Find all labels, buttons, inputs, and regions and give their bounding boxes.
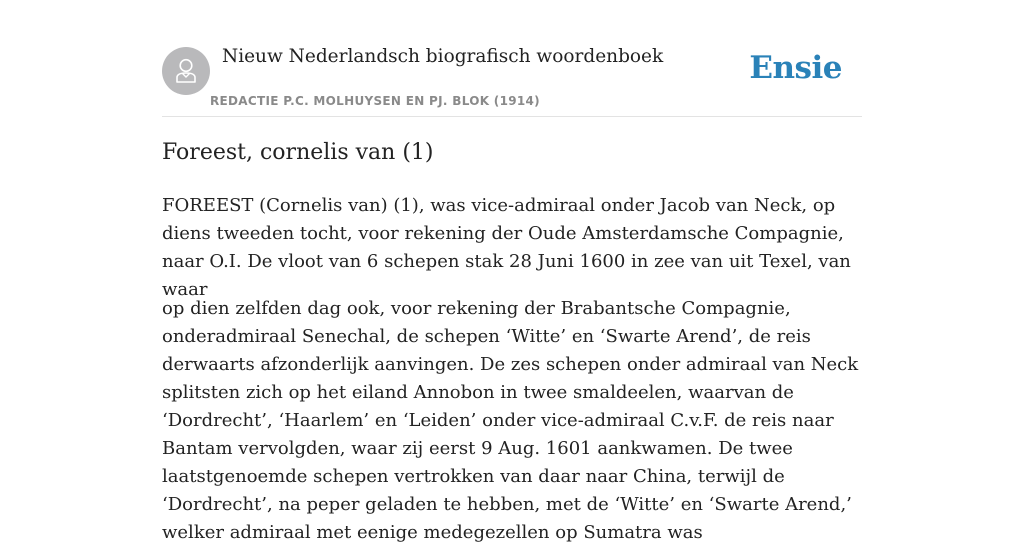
avatar[interactable] (162, 47, 210, 95)
source-editors: REDACTIE P.C. MOLHUYSEN EN PJ. BLOK (1914) (210, 94, 540, 108)
brand-logo[interactable]: Ensie (749, 50, 842, 86)
source-header (162, 40, 862, 117)
user-silhouette-icon (171, 56, 201, 86)
article-title: Foreest, cornelis van (1) (162, 140, 434, 165)
article-paragraph: op dien zelfden dag ook, voor rekening der Brabantsche Compagnie, onderadmiraal Senechal, de schepen ‘Witte’ en ‘Swarte Arend’, de reis derwaarts afzonderlijk aanvingen. De zes schepen onder admiraal van Neck splitsten zich op het eiland Annobon in twee smaldeelen, waarvan de ‘Dordrecht’, ‘Haarlem’ en ‘Leiden’ onder vice-admiraal C.v.F. de reis naar Bantam vervolgden, waar zij eerst 9 Aug. 1601 aankwamen. De twee laatstgenoemde schepen vertrokken van daar naar China, terwijl de ‘Dordrecht’, na peper geladen te hebben, met de ‘Witte’ en ‘Swarte Arend,’ welker admiraal met eenige medegezellen op Sumatra was (162, 298, 859, 543)
source-title[interactable]: Nieuw Nederlandsch biografisch woordenboek (222, 46, 664, 67)
article-paragraph: FOREEST (Cornelis van) (1), was vice-admiraal onder Jacob van Neck, op diens tweeden tocht, voor rekening der Oude Amsterdamsche Compagnie, naar O.I. De vloot van 6 schepen stak 28 Juni 1600 in zee van uit Texel, van waar (162, 195, 851, 300)
